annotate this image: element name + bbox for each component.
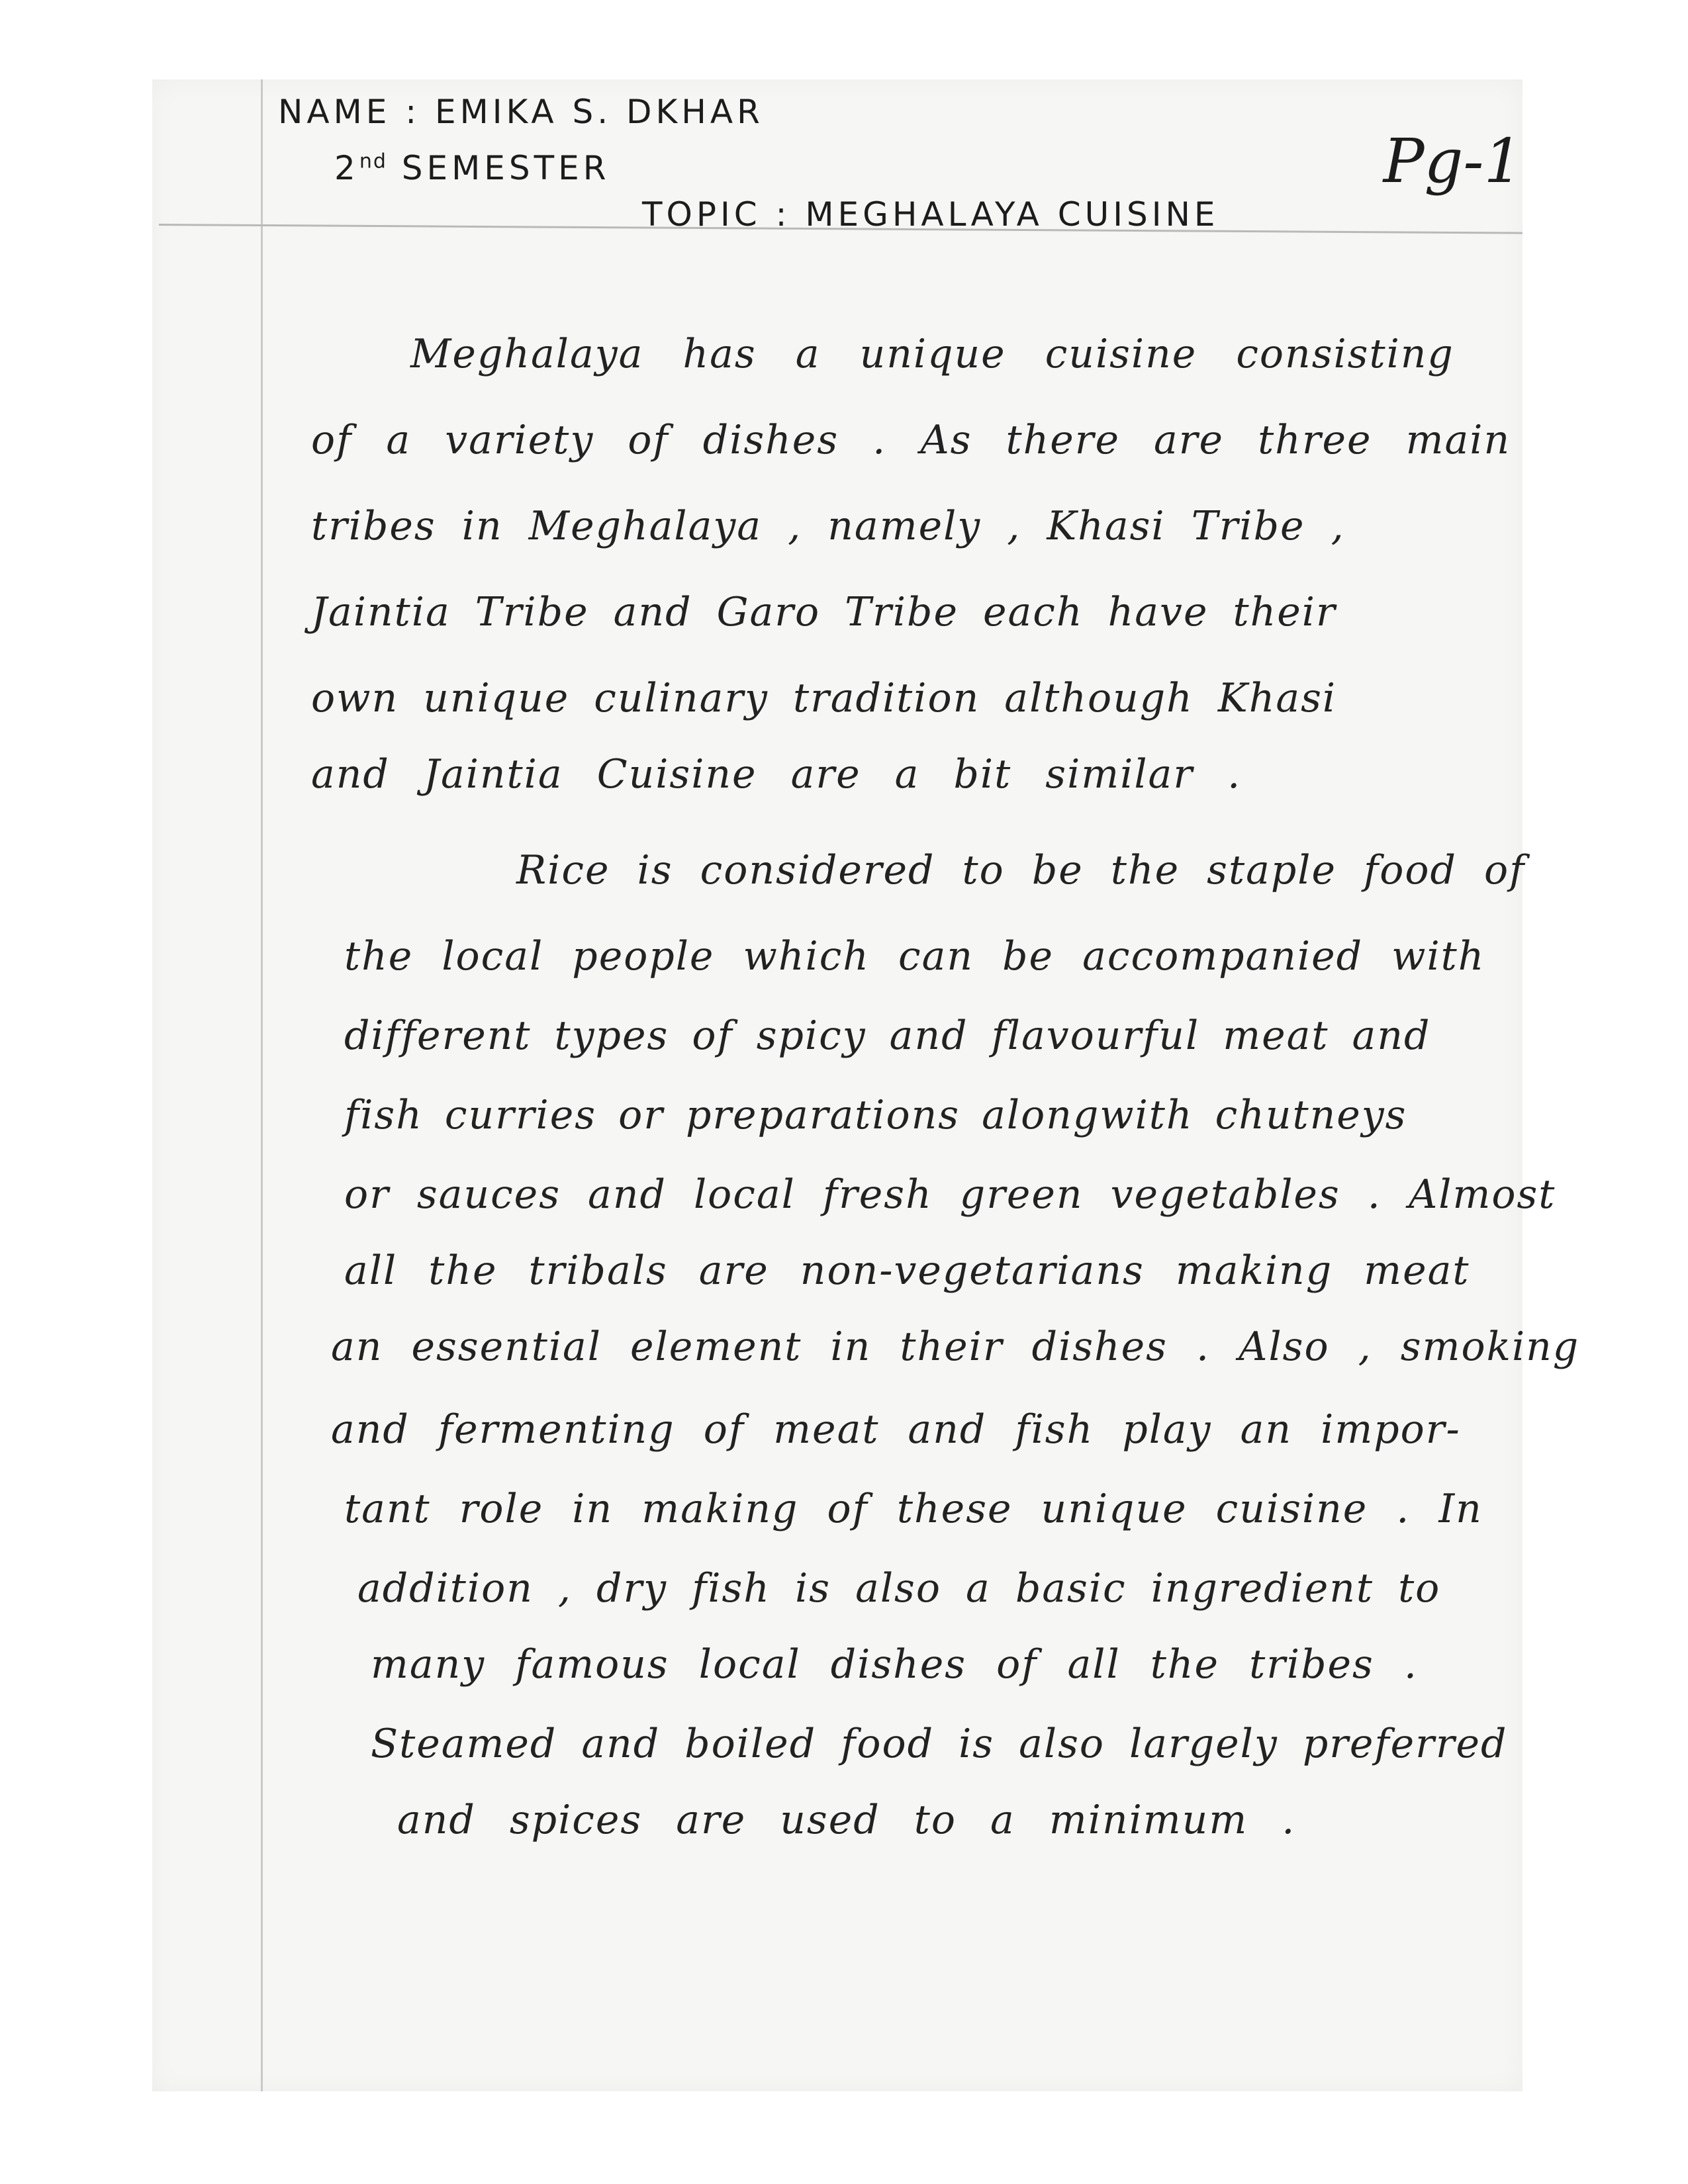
paragraph1-line: and Jaintia Cuisine are a bit similar .	[311, 751, 1242, 797]
paragraph2-line: and fermenting of meat and fish play an impor-	[331, 1406, 1461, 1453]
paragraph2-line: tant role in making of these unique cuisine . In	[344, 1486, 1483, 1532]
semester-ordinal: 2	[334, 149, 359, 187]
notebook-page	[152, 79, 1526, 2091]
topic-heading: TOPIC : MEGHALAYA CUISINE	[642, 195, 1219, 234]
paragraph1-line: tribes in Meghalaya , namely , Khasi Tribe ,	[311, 503, 1345, 549]
paragraph2-line: Rice is considered to be the staple food of	[516, 847, 1526, 893]
paragraph2-line: addition , dry fish is also a basic ingredient to	[357, 1565, 1441, 1612]
paragraph1-line: Jaintia Tribe and Garo Tribe each have their	[311, 589, 1336, 635]
page-number: Pg-1	[1383, 126, 1523, 197]
paragraph1-line: own unique culinary tradition although Khasi	[311, 675, 1337, 721]
paragraph2-line: or sauces and local fresh green vegetables . Almost	[344, 1171, 1556, 1218]
semester-word: SEMESTER	[401, 149, 610, 187]
paragraph2-line: an essential element in their dishes . Also , smoking	[331, 1324, 1580, 1370]
paragraph2-line: different types of spicy and flavourful meat and	[344, 1013, 1431, 1059]
paragraph2-line: Steamed and boiled food is also largely preferred	[371, 1721, 1508, 1767]
paragraph2-line: all the tribals are non-vegetarians making meat	[344, 1248, 1470, 1294]
paragraph2-line: fish curries or preparations alongwith chutneys	[344, 1092, 1407, 1138]
semester	[334, 149, 610, 187]
paragraph1-line: of a variety of dishes . As there are three main	[311, 417, 1511, 463]
paragraph2-line: many famous local dishes of all the tribes .	[371, 1641, 1418, 1688]
paragraph2-line: the local people which can be accompanied with	[344, 933, 1485, 979]
paragraph2-line: and spices are used to a minimum .	[397, 1797, 1296, 1843]
paragraph1-line: Meghalaya has a unique cuisine consisting	[410, 331, 1454, 377]
semester-suffix: nd	[359, 150, 387, 173]
margin-line	[261, 79, 263, 2091]
student-name: NAME : EMIKA S. DKHAR	[278, 93, 764, 131]
